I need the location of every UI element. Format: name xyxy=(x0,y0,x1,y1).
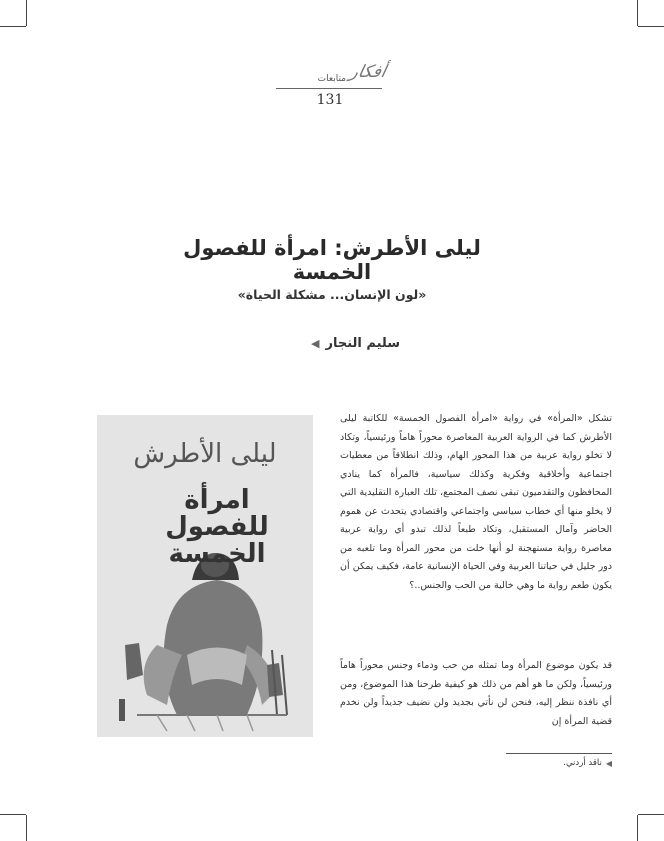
crop-mark xyxy=(637,815,638,841)
crop-mark xyxy=(0,814,26,815)
crop-mark xyxy=(0,26,26,27)
header-rule xyxy=(276,88,382,89)
footnote xyxy=(563,758,612,768)
cover-title-line: الخمسة xyxy=(168,539,266,569)
running-header xyxy=(270,48,389,98)
crop-mark xyxy=(638,26,664,27)
crop-mark xyxy=(26,815,27,841)
article-title: ليلى الأطرش: امرأة للفصول الخمسة xyxy=(183,236,481,284)
body-paragraph xyxy=(340,657,612,731)
triangle-left-icon: ◀ xyxy=(311,337,320,350)
cover-title xyxy=(137,487,297,568)
author-byline xyxy=(311,336,400,351)
cover-author-name: ليلى الأطرش xyxy=(133,439,277,469)
footnote-text: ناقد أردني. xyxy=(563,758,602,768)
author-name: سليم النجار xyxy=(325,336,400,351)
book-cover-image xyxy=(97,415,313,737)
page-number: 131 xyxy=(316,92,344,108)
body-paragraph-text: تشكل «المرأة» في رواية «امرأة الفصول الخمسة» للكاتبة ليلى الأطرش كما في الرواية العربية المعاصرة محوراً هاماً ورئيسياً، وتكاد لا تخلو رواية عربية من هذا المحور الهام، وذلك انطلاقاً من معطيات اجتماعية وأخلاقية وفكرية وكذلك سياسية، فالمرأة كما ينادي المحافظون والتقدميون تبقى نصف المجتمع، تلك العبارة التقليدية التي لا يخلو منها أي خطاب سياسي واجتماعي واقتصادي يتحدث عن هموم الحاضر وآمال المستقبل، وتكاد طبعاً لذلك تبدو أي رواية عربية معاصرة رواية مستهجنة لو أنها خلت من محور المرأة وما تلعبه من دور جليل في حياتنا العربية وفي الحياة الإنسانية عامة، فكيف يمكن أن يكون طعم رواية ما وهي خالية من الحب والجنس..؟ xyxy=(340,413,612,591)
cover-title-line: للفصول xyxy=(165,512,269,542)
footnote-rule xyxy=(506,753,612,754)
magazine-logo: أفكار xyxy=(348,62,389,82)
article-subtitle: «لون الإنسان... مشكلة الحياة» xyxy=(237,287,427,302)
crop-mark xyxy=(638,814,664,815)
body-paragraph-text: قد يكون موضوع المرأة وما تمثله من حب ودماء وجنس محوراً هاماً ورئيسياً، ولكن ما هو أهم من ذلك هو كيفية طرحنا هذا الموضوع، ومن أي نافذة ننظر إليه، فنحن لن نأتي بجديد ولن نضيف جديداً ولن نخدم قضية المرأة إن xyxy=(340,660,612,727)
crop-mark xyxy=(637,0,638,26)
crop-mark xyxy=(26,0,27,26)
body-paragraph xyxy=(340,410,612,595)
triangle-left-icon: ◀ xyxy=(605,758,612,768)
section-label: متابعات xyxy=(317,74,346,84)
cover-title-line: امرأة xyxy=(184,485,250,515)
